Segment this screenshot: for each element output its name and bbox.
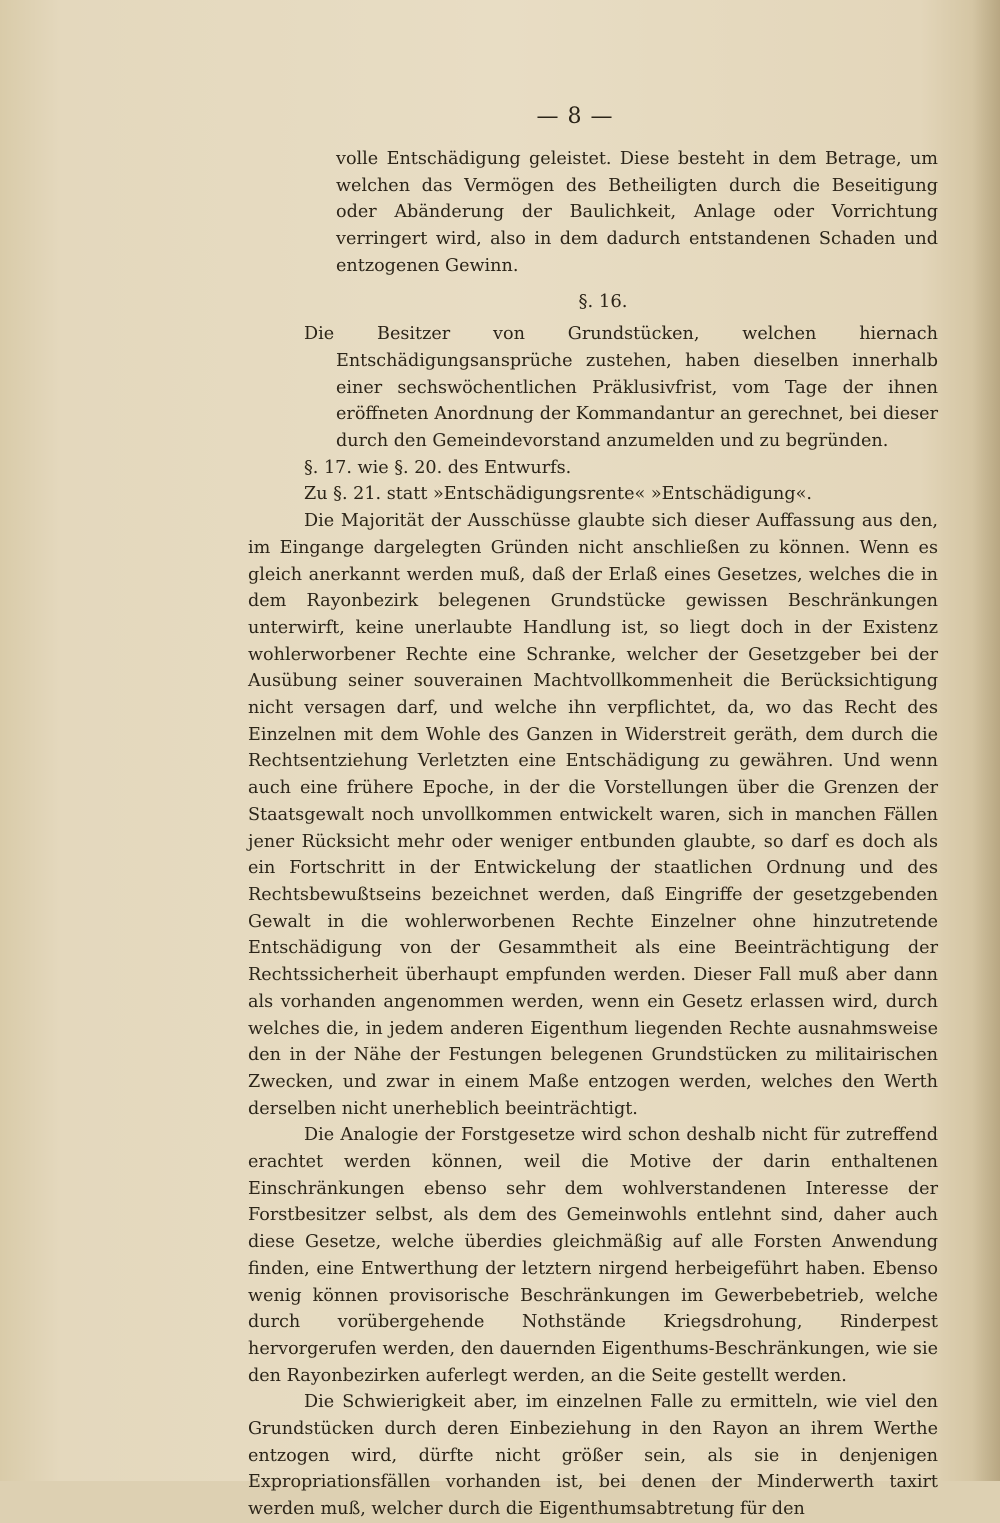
paragraph-continuation: volle Entschädigung geleistet. Diese besteht in dem Betrage, um welchen das Vermögen des Betheiligten durch die Beseitigung oder Abänderung der Baulichkeit, Anlage oder Vorrichtung verringert wird, also in dem dadurch entstandenen Schaden und entzogenen Gewinn. bbox=[336, 149, 938, 276]
paragraph-majority: Die Majorität der Ausschüsse glaubte sich dieser Auffassung aus den, im Eingange dargelegten Gründen nicht anschließen zu können. Wenn es gleich anerkannt werden muß, daß der Erlaß eines Gesetzes, welches die in dem Rayonbezirk belegenen Grundstücke gewissen Beschränkungen unterwirft, keine unerlaubte Handlung ist, so liegt doch in der Existenz wohlerworbener Rechte eine Schranke, welcher der Gesetzgeber bei der Ausübung seiner souverainen Machtvollkommenheit die Berücksichtigung nicht versagen darf, und welche ihn verpflichtet, da, wo das Recht des Einzelnen mit dem Wohle des Ganzen in Widerstreit geräth, dem durch die Rechtsentziehung Verletzten eine Entschädigung zu gewähren. Und wenn auch eine frühere Epoche, in der die Vorstellungen über die Grenzen der Staatsgewalt noch unvollkommen entwickelt waren, sich in manchen Fällen jener Rücksicht mehr oder weniger entbunden glaubte, so darf es doch als ein Fortschritt in der Entwickelung der staatlichen Ordnung und des Rechtsbewußtseins bezeichnet werden, daß Eingriffe der gesetzgebenden Gewalt in die wohlerworbenen Rechte Einzelner ohne hinzutretende Entschädigung von der Gesammtheit als eine Beeinträchtigung der Rechtssicherheit überhaupt empfunden werden. Dieser Fall muß aber dann als vorhanden angenommen werden, wenn ein Gesetz erlassen wird, durch welches die, in jedem anderen Eigenthum liegenden Rechte ausnahmsweise den in der Nähe der Festungen belegenen Grundstücken zu militairischen Zwecken, und zwar in einem Maße entzogen werden, welches den Werth derselben nicht unerheblich beeinträchtigt. bbox=[248, 511, 938, 1119]
paragraph-section-21: Zu §. 21. statt »Entschädigungsrente« »Entschädigung«. bbox=[304, 484, 812, 505]
paragraph-forest-laws: Die Analogie der Forstgesetze wird schon deshalb nicht für zutreffend erachtet werden können, weil die Motive der darin enthaltenen Einschränkungen ebenso sehr dem wohlverstandenen Interesse der Forstbesitzer selbst, als dem des Gemeinwohls entlehnt sind, daher auch diese Gesetze, welche überdies gleichmäßig auf alle Forsten Anwendung finden, eine Entwerthung der letztern nirgend herbeigeführt haben. Ebenso wenig können provisorische Beschränkungen im Gewerbebetrieb, welche durch vorübergehende Nothstände Kriegsdrohung, Rinderpest hervorgerufen werden, den dauernden Eigenthums-Beschränkungen, wie sie den Rayonbezirken auferlegt werden, an die Seite gestellt werden. bbox=[248, 1125, 938, 1386]
body-text bbox=[248, 146, 938, 1523]
page-number: — 8 — bbox=[536, 104, 614, 129]
paragraph-difficulty: Die Schwierigkeit aber, im einzelnen Falle zu ermitteln, wie viel den Grundstücken durch deren Einbeziehung in den Rayon an ihrem Werthe entzogen wird, dürfte nicht größer sein, als sie in denjenigen Expropriationsfällen vorhanden ist, bei denen der Minderwerth taxirt werden muß, welcher durch die Eigenthumsabtretung für den bbox=[248, 1392, 938, 1520]
paragraph-section-16: Die Besitzer von Grundstücken, welchen hiernach Entschädigungsansprüche zustehen, haben dieselben innerhalb einer sechswöchentlichen Präklusivfrist, vom Tage der ihnen eröffneten Anordnung der Kommandantur an gerechnet, bei dieser durch den Gemeindevorstand anzumelden und zu begründen. bbox=[304, 324, 938, 452]
section-heading: §. 16. bbox=[578, 290, 628, 312]
page-edge-shadow bbox=[972, 0, 1000, 1481]
paragraph-section-17: §. 17. wie §. 20. des Entwurfs. bbox=[304, 457, 572, 478]
